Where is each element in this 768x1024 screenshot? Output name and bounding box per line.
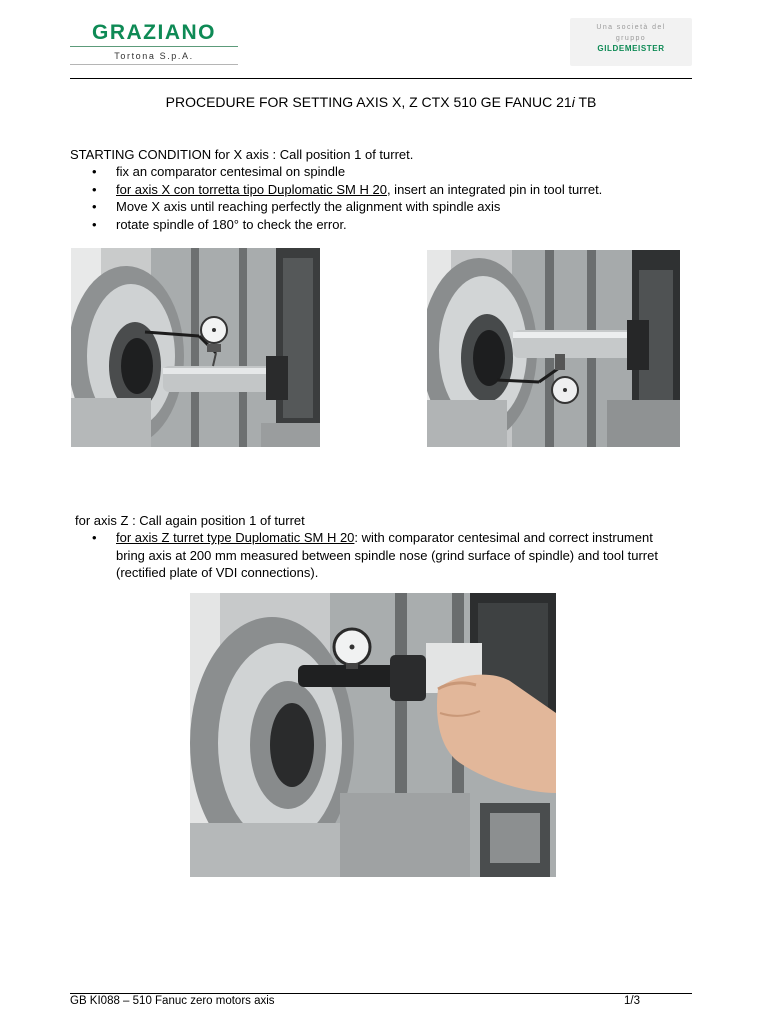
bullet-icon: •	[92, 216, 97, 232]
list-item: • rotate spindle of 180° to check the error.	[92, 216, 347, 232]
company-name: GRAZIANO	[92, 21, 216, 44]
photo-x-axis-alignment-2	[427, 250, 680, 447]
bullet-icon: •	[92, 530, 97, 545]
header-divider	[70, 78, 692, 79]
list-item: • for axis X con torretta tipo Duplomatic SM H 20, insert an integrated pin in tool turret.	[92, 181, 603, 197]
photo-z-axis-measurement	[190, 593, 556, 877]
x-axis-steps	[70, 163, 692, 233]
list-item: • fix an comparator centesimal on spindle	[92, 164, 346, 179]
list-item: • for axis Z turret type Duplomatic SM H 20: with comparator centesimal and correct instrument bring axis at 200 mm measured between spindle nose (grind surface of spindle) and tool turret (rectified plate of VDI connections).	[92, 530, 658, 580]
group-logo	[570, 18, 692, 66]
group-line-2: gruppo	[615, 35, 647, 42]
company-subtitle: Tortona S.p.A.	[114, 51, 194, 61]
z-axis-heading: for axis Z : Call again position 1 of turret	[75, 513, 305, 528]
z-axis-steps	[70, 529, 692, 582]
footer-page-number: 1/3	[624, 995, 640, 1007]
title-prefix: PROCEDURE FOR SETTING AXIS X, Z CTX 510 GE FANUC 21	[165, 94, 572, 110]
company-logo	[70, 22, 238, 65]
logo-divider	[70, 46, 238, 47]
document-title	[70, 94, 692, 110]
bullet-icon: •	[92, 181, 97, 197]
bullet-icon: •	[92, 164, 97, 179]
footer-divider	[70, 993, 692, 994]
footer-document-id: GB KI088 – 510 Fanuc zero motors axis	[70, 995, 275, 1007]
group-brand: GILDEMEISTER	[597, 44, 665, 53]
group-line-1: Una società del	[596, 24, 666, 31]
title-italic: i	[571, 94, 575, 110]
photo-x-axis-alignment-1	[71, 248, 320, 447]
x-axis-heading: STARTING CONDITION for X axis : Call position 1 of turret.	[70, 147, 414, 162]
title-suffix: TB	[574, 94, 597, 110]
list-item: • Move X axis until reaching perfectly the alignment with spindle axis	[92, 199, 501, 214]
logo-divider-bottom	[70, 64, 238, 65]
bullet-icon: •	[92, 199, 97, 214]
